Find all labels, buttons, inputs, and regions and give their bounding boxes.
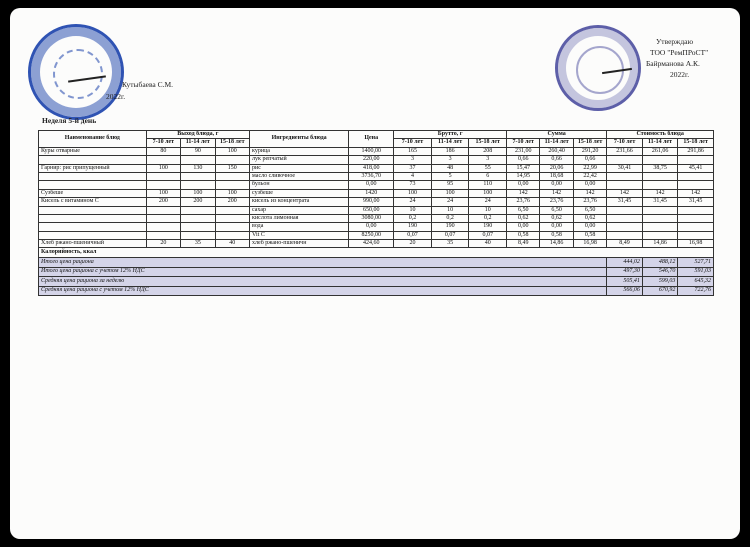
cell-c1: 8,49 (607, 240, 643, 248)
summary-row (39, 267, 714, 276)
cell-g2: 10 (431, 206, 469, 214)
cell-o3 (215, 181, 249, 189)
header-age: 7-10 лет (607, 139, 643, 147)
cell-dish: Кисель с витамином С (39, 198, 147, 206)
cell-o1: 20 (146, 240, 180, 248)
cell-dish: Сузбеше (39, 189, 147, 197)
cell-c3: 45,41 (678, 164, 714, 172)
cell-c3 (678, 156, 714, 164)
cell-g1: 165 (394, 147, 432, 155)
table-row (39, 223, 714, 231)
cell-c3: 291,86 (678, 147, 714, 155)
header-age: 15-18 лет (215, 139, 249, 147)
menu-cost-table (38, 130, 714, 296)
cell-s1: 14,95 (507, 172, 540, 180)
cell-s3: 0,00 (573, 223, 606, 231)
table-row (39, 181, 714, 189)
cell-o3: 40 (215, 240, 249, 248)
header-ingredients: Ингредиенты блюда (250, 131, 349, 148)
cell-c2 (642, 206, 678, 214)
cell-s2: 0,66 (540, 156, 573, 164)
cell-c2: 14,86 (642, 240, 678, 248)
cell-g3: 40 (469, 240, 507, 248)
approve-label: Утверждаю (656, 37, 694, 46)
cell-c1: 231,66 (607, 147, 643, 155)
cell-s1: 0,58 (507, 231, 540, 239)
cell-s1: 23,76 (507, 198, 540, 206)
cell-o2 (181, 172, 215, 180)
summary-value: 497,30 (607, 267, 643, 276)
cell-price: 650,00 (349, 206, 394, 214)
table-row (39, 231, 714, 239)
summary-value: 645,32 (678, 277, 714, 286)
cell-c1 (607, 156, 643, 164)
cell-c2: 261,06 (642, 147, 678, 155)
cell-g3: 10 (469, 206, 507, 214)
cell-g1: 100 (394, 189, 432, 197)
cell-o2: 100 (181, 189, 215, 197)
cell-o1 (146, 223, 180, 231)
header-age: 15-18 лет (469, 139, 507, 147)
header-age: 11-14 лет (181, 139, 215, 147)
header-age: 11-14 лет (540, 139, 573, 147)
approver-name: Байрманова А.К. (646, 59, 700, 68)
cell-o1 (146, 231, 180, 239)
cell-price: 990,00 (349, 198, 394, 206)
cell-g2: 48 (431, 164, 469, 172)
cell-o3 (215, 223, 249, 231)
cell-o3: 150 (215, 164, 249, 172)
summary-label: Итого цена рациона с учетом 12% НДС (39, 267, 607, 276)
cell-s3: 0,62 (573, 214, 606, 222)
summary-value: 722,76 (678, 286, 714, 295)
header-age: 11-14 лет (642, 139, 678, 147)
cell-s2: 0,58 (540, 231, 573, 239)
cell-o3 (215, 156, 249, 164)
summary-label: Средняя цена рациона за неделю (39, 277, 607, 286)
cell-c1 (607, 231, 643, 239)
cell-ing: бульон (250, 181, 349, 189)
cell-c3 (678, 206, 714, 214)
cell-o3: 100 (215, 189, 249, 197)
table-row (39, 172, 714, 180)
cell-c1: 31,45 (607, 198, 643, 206)
table-row (39, 214, 714, 222)
cell-g3: 0,2 (469, 214, 507, 222)
cell-dish (39, 172, 147, 180)
cell-s3: 291,20 (573, 147, 606, 155)
summary-row (39, 286, 714, 295)
cell-s2: 0,00 (540, 223, 573, 231)
cell-s2: 0,62 (540, 214, 573, 222)
cell-s3: 22,42 (573, 172, 606, 180)
cell-c1 (607, 223, 643, 231)
cell-dish: Хлеб ржано-пшеничный (39, 240, 147, 248)
cell-s3: 0,58 (573, 231, 606, 239)
cell-c3 (678, 172, 714, 180)
cell-dish (39, 214, 147, 222)
cell-c3 (678, 223, 714, 231)
cell-o1: 100 (146, 189, 180, 197)
cell-s2: 0,00 (540, 181, 573, 189)
cell-c2 (642, 214, 678, 222)
cell-c3: 142 (678, 189, 714, 197)
cell-g1: 3 (394, 156, 432, 164)
cell-s1: 0,00 (507, 223, 540, 231)
cell-c3: 31,45 (678, 198, 714, 206)
cell-c2 (642, 181, 678, 189)
cell-c3 (678, 181, 714, 189)
table-row (39, 198, 714, 206)
cell-g3: 24 (469, 198, 507, 206)
header-dish: Наименование блюд (39, 131, 147, 148)
cell-o1 (146, 214, 180, 222)
cell-g3: 190 (469, 223, 507, 231)
header-age: 15-18 лет (573, 139, 606, 147)
cell-o2 (181, 223, 215, 231)
cell-c2 (642, 223, 678, 231)
cell-g2: 100 (431, 189, 469, 197)
cell-price: 1420 (349, 189, 394, 197)
summary-value: 670,92 (642, 286, 678, 295)
header-age: 7-10 лет (507, 139, 540, 147)
cell-o1 (146, 156, 180, 164)
cell-s1: 15,47 (507, 164, 540, 172)
cell-ing: масло сливочное (250, 172, 349, 180)
cell-o1: 200 (146, 198, 180, 206)
cell-o2 (181, 181, 215, 189)
cell-g1: 190 (394, 223, 432, 231)
summary-value: 591,03 (678, 267, 714, 276)
summary-value: 566,06 (607, 286, 643, 295)
cell-o1: 80 (146, 147, 180, 155)
table-row (39, 147, 714, 155)
cell-s3: 22,99 (573, 164, 606, 172)
summary-row (39, 277, 714, 286)
approver-org: ТОО "РемПРоСТ" (650, 48, 709, 57)
cell-o2: 90 (181, 147, 215, 155)
cell-g3: 208 (469, 147, 507, 155)
cell-o3: 200 (215, 198, 249, 206)
cell-g2: 3 (431, 156, 469, 164)
header-gross: Брутто, г (394, 131, 507, 139)
summary-row (39, 258, 714, 267)
cell-g1: 0,07 (394, 231, 432, 239)
header-output: Выход блюда, г (146, 131, 249, 139)
cell-dish (39, 156, 147, 164)
cell-c3: 16,98 (678, 240, 714, 248)
cell-c1 (607, 206, 643, 214)
cell-price: 424,60 (349, 240, 394, 248)
cell-g2: 35 (431, 240, 469, 248)
cell-dish (39, 206, 147, 214)
cell-g1: 24 (394, 198, 432, 206)
cell-price: 3080,00 (349, 214, 394, 222)
cell-price: 220,00 (349, 156, 394, 164)
cell-g1: 20 (394, 240, 432, 248)
cell-s2: 260,40 (540, 147, 573, 155)
cell-price: 418,00 (349, 164, 394, 172)
summary-value: 488,12 (642, 258, 678, 267)
summary-value: 599,03 (642, 277, 678, 286)
cell-s3: 6,50 (573, 206, 606, 214)
left-signer-name: Кутыбаева С.М. (122, 80, 174, 89)
summary-value: 444,02 (607, 258, 643, 267)
cell-c1 (607, 214, 643, 222)
cell-o3 (215, 206, 249, 214)
header-age: 7-10 лет (146, 139, 180, 147)
cell-c1 (607, 172, 643, 180)
cell-ing: лук репчатый (250, 156, 349, 164)
cell-s3: 0,00 (573, 181, 606, 189)
summary-value: 505,41 (607, 277, 643, 286)
cell-o2: 200 (181, 198, 215, 206)
cell-s1: 8,49 (507, 240, 540, 248)
summary-value: 527,71 (678, 258, 714, 267)
cell-g3: 100 (469, 189, 507, 197)
cell-o2 (181, 156, 215, 164)
cell-ing: сахар (250, 206, 349, 214)
cell-o2 (181, 206, 215, 214)
cell-o1 (146, 172, 180, 180)
cell-s1: 6,50 (507, 206, 540, 214)
cell-price: 0,00 (349, 223, 394, 231)
cell-c1: 142 (607, 189, 643, 197)
cell-g2: 24 (431, 198, 469, 206)
header-age: 7-10 лет (394, 139, 432, 147)
cell-dish (39, 223, 147, 231)
cell-s3: 0,66 (573, 156, 606, 164)
official-seal-left (28, 24, 124, 120)
cell-g1: 4 (394, 172, 432, 180)
cell-g3: 55 (469, 164, 507, 172)
cell-dish: Куры отварные (39, 147, 147, 155)
cell-g2: 0,2 (431, 214, 469, 222)
cell-price: 1400,00 (349, 147, 394, 155)
cell-c3 (678, 231, 714, 239)
cell-ing: кисель из концентрата (250, 198, 349, 206)
cell-s1: 231,00 (507, 147, 540, 155)
cell-g3: 3 (469, 156, 507, 164)
cell-g3: 6 (469, 172, 507, 180)
cell-s2: 18,68 (540, 172, 573, 180)
cell-s1: 0,00 (507, 181, 540, 189)
cell-c2 (642, 172, 678, 180)
summary-label: Итого цена рациона (39, 258, 607, 267)
cell-g2: 0,07 (431, 231, 469, 239)
table-row (39, 156, 714, 164)
cell-g2: 190 (431, 223, 469, 231)
cell-s2: 6,50 (540, 206, 573, 214)
cell-o2: 35 (181, 240, 215, 248)
table-row (39, 164, 714, 172)
cell-o2 (181, 231, 215, 239)
header-price: Цена (349, 131, 394, 148)
cell-o1: 100 (146, 164, 180, 172)
cell-o1 (146, 181, 180, 189)
table-row (39, 240, 714, 248)
cell-dish: Гарнир: рис припущенный (39, 164, 147, 172)
cell-ing: сузбеше (250, 189, 349, 197)
document-page (10, 8, 740, 539)
cell-s2: 142 (540, 189, 573, 197)
cell-s1: 0,66 (507, 156, 540, 164)
table-row (39, 206, 714, 214)
header-age: 11-14 лет (431, 139, 469, 147)
cell-s1: 0,62 (507, 214, 540, 222)
cell-g3: 110 (469, 181, 507, 189)
cell-g2: 95 (431, 181, 469, 189)
cell-price: 0,00 (349, 181, 394, 189)
cell-g2: 5 (431, 172, 469, 180)
cell-o3 (215, 172, 249, 180)
cell-c1 (607, 181, 643, 189)
cell-g2: 186 (431, 147, 469, 155)
calories-label: Калорийность, ккал (39, 248, 714, 258)
cell-ing: курица (250, 147, 349, 155)
cell-o3 (215, 214, 249, 222)
cell-ing: вода (250, 223, 349, 231)
cell-c3 (678, 214, 714, 222)
cell-ing: кислота лимонная (250, 214, 349, 222)
cell-c1: 30,41 (607, 164, 643, 172)
cell-s2: 23,76 (540, 198, 573, 206)
cell-g1: 73 (394, 181, 432, 189)
cell-s1: 142 (507, 189, 540, 197)
cell-price: 8250,00 (349, 231, 394, 239)
cell-c2: 142 (642, 189, 678, 197)
header-cost: Стоимость блюда (607, 131, 714, 139)
cell-o3 (215, 231, 249, 239)
cell-dish (39, 231, 147, 239)
cell-price: 3736,70 (349, 172, 394, 180)
table-row (39, 189, 714, 197)
cell-g1: 0,2 (394, 214, 432, 222)
cell-c2 (642, 231, 678, 239)
cell-o2 (181, 214, 215, 222)
menu-day: Неделя 5-й день (42, 116, 97, 125)
cell-o3: 100 (215, 147, 249, 155)
cell-c2: 31,45 (642, 198, 678, 206)
cell-g1: 10 (394, 206, 432, 214)
cell-g3: 0,07 (469, 231, 507, 239)
approve-year: 2022г. (670, 70, 690, 79)
left-year: 2022г. (106, 92, 126, 101)
cell-s2: 20,06 (540, 164, 573, 172)
header-sum: Сумма (507, 131, 607, 139)
cell-s3: 23,76 (573, 198, 606, 206)
summary-label: Средняя цена рациона с учетом 12% НДС (39, 286, 607, 295)
cell-s2: 14,86 (540, 240, 573, 248)
cell-c2 (642, 156, 678, 164)
cell-dish (39, 181, 147, 189)
cell-ing: хлеб ржано-пшеничн (250, 240, 349, 248)
cell-g1: 37 (394, 164, 432, 172)
summary-value: 546,70 (642, 267, 678, 276)
cell-ing: Vit C (250, 231, 349, 239)
cell-ing: рис (250, 164, 349, 172)
cell-c2: 38,75 (642, 164, 678, 172)
cell-s3: 16,98 (573, 240, 606, 248)
cell-o1 (146, 206, 180, 214)
cell-s3: 142 (573, 189, 606, 197)
cell-o2: 130 (181, 164, 215, 172)
header-age: 15-18 лет (678, 139, 714, 147)
